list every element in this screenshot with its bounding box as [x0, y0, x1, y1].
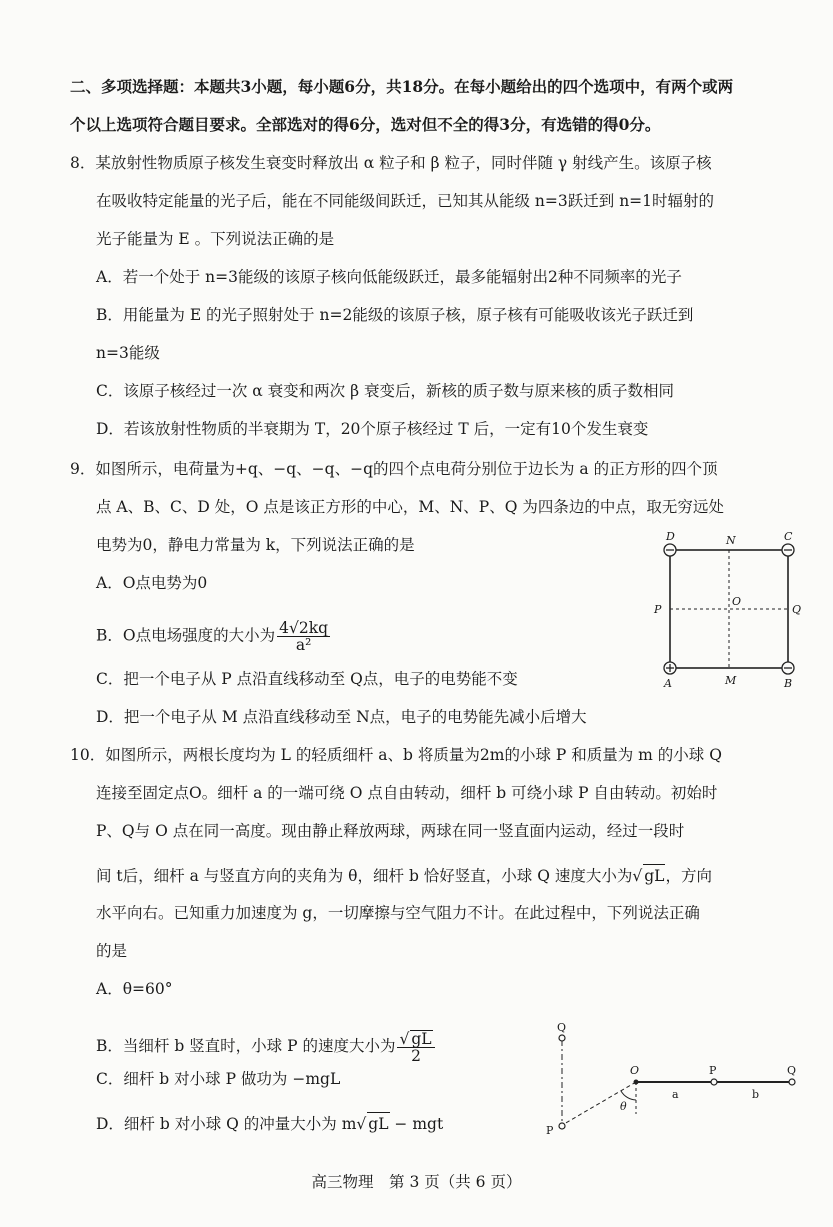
fig9-label-d: D	[666, 530, 675, 543]
q10-stem-line3: P、Q与 O 点在同一高度。现由静止释放两球，两球在同一竖直面内运动，经过一段时	[96, 822, 685, 840]
q8-option-b-line1: B．用能量为 E 的光子照射处于 n=2能级的该原子核，原子核有可能吸收该光子跃迁到	[96, 306, 694, 324]
q9-option-b-prefix: B．O点电场强度的大小为	[96, 626, 276, 645]
q10-option-c: C．细杆 b 对小球 P 做功为 −mgL	[96, 1070, 341, 1088]
q10-option-d: D．细杆 b 对小球 Q 的冲量大小为 m√ gL − mgt	[96, 1112, 443, 1135]
ball-p-icon	[711, 1079, 717, 1085]
q8-option-a: A．若一个处于 n=3能级的该原子核向低能级跃迁，最多能辐射出2种不同频率的光子	[96, 268, 682, 286]
q8-stem-line2: 在吸收特定能量的光子后，能在不同能级间跃迁，已知其从能级 n=3跃迁到 n=1时辐射的	[96, 192, 715, 210]
section-heading-line2: 个以上选项符合题目要求。全部选对的得6分，选对但不全的得3分，有选错的得0分。	[70, 115, 661, 134]
fig9-label-o: O	[732, 595, 742, 608]
q9-option-d: D．把一个电子从 M 点沿直线移动至 N点，电子的电势能先减小后增大	[96, 708, 587, 726]
q9-option-b-numerator: 4√2kq	[279, 619, 329, 637]
q9-option-c: C．把一个电子从 P 点沿直线移动至 Q点，电子的电势能不变	[96, 670, 518, 688]
fig10-label-p-bottom: P	[546, 1124, 554, 1137]
fig10-label-theta: θ	[620, 1100, 627, 1113]
fig10-label-o: O	[630, 1064, 640, 1077]
q8-stem-line3: 光子能量为 E 。下列说法正确的是	[96, 230, 335, 248]
fig9-label-p: P	[654, 603, 662, 616]
q9-stem-line1: 9．如图所示，电荷量为+q、−q、−q、−q的四个点电荷分别位于边长为 a 的正方形的四个顶	[70, 460, 718, 478]
q9-option-b-denominator: a²	[295, 636, 312, 654]
q10-stem-line1: 10．如图所示，两根长度均为 L 的轻质细杆 a、b 将质量为2m的小球 P 和质量为 m 的小球 Q	[70, 746, 722, 764]
fig9-label-q: Q	[792, 603, 802, 616]
q10-stem-line6: 的是	[96, 942, 128, 960]
q9-option-a: A．O点电势为0	[96, 574, 208, 592]
q8-option-d: D．若该放射性物质的半衰期为 T，20个原子核经过 T 后，一定有10个发生衰变	[96, 420, 649, 438]
q10-stem-line5: 水平向右。已知重力加速度为 g，一切摩擦与空气阻力不计。在此过程中，下列说法正确	[96, 904, 700, 922]
q8-option-c: C．该原子核经过一次 α 衰变和两次 β 衰变后，新核的质子数与原来核的质子数相同	[96, 382, 674, 400]
q9-option-b	[96, 620, 330, 653]
q10-option-b-radicand: gL	[411, 1030, 432, 1048]
q10-option-d-expr: gL	[367, 1112, 389, 1135]
q10-option-b	[96, 1030, 435, 1064]
q10-option-a: A．θ=60°	[96, 980, 173, 998]
q10-option-b-prefix: B．当细杆 b 竖直时，小球 P 的速度大小为	[96, 1037, 396, 1055]
q10-stem-line4-prefix: 间 t后，细杆 a 与竖直方向的夹角为 θ，细杆 b 恰好竖直，小球 Q 速度大小为	[96, 867, 633, 885]
q9-square-figure	[640, 530, 820, 695]
fig10-label-q-top: Q	[557, 1021, 567, 1034]
fig10-label-a: a	[672, 1088, 679, 1101]
fig10-label-b: b	[752, 1088, 760, 1101]
section-heading-line1: 二、多项选择题：本题共3小题，每小题6分，共18分。在每小题给出的四个选项中，有两个或两	[70, 77, 734, 96]
q9-stem-line2: 点 A、B、C、D 处，O 点是该正方形的中心，M、N、P、Q 为四条边的中点，取无穷远处	[96, 498, 724, 516]
fig10-label-p-mid: P	[709, 1064, 717, 1077]
ball-q-icon	[789, 1079, 795, 1085]
fig9-label-n: N	[726, 534, 736, 547]
q10-option-b-numerator: √ gL	[397, 1030, 434, 1048]
q10-stem-line2: 连接至固定点O。细杆 a 的一端可绕 O 点自由转动，细杆 b 可绕小球 P 自由转动。初始时	[96, 784, 718, 802]
ball-p-bottom-icon	[559, 1123, 565, 1129]
fig9-label-c: C	[784, 530, 793, 543]
q10-option-b-denominator: 2	[411, 1047, 421, 1065]
q9-stem-line3: 电势为0，静电力常量为 k，下列说法正确的是	[96, 536, 415, 554]
q10-option-b-fraction	[397, 1030, 434, 1064]
fig9-label-m: M	[725, 674, 737, 687]
q10-option-d-prefix: D．细杆 b 对小球 Q 的冲量大小为 m	[96, 1115, 357, 1133]
q8-stem-line1: 8．某放射性物质原子核发生衰变时释放出 α 粒子和 β 粒子，同时伴随 γ 射线产生。该原子核	[70, 154, 712, 172]
q10-stem-line4: 间 t后，细杆 a 与竖直方向的夹角为 θ，细杆 b 恰好竖直，小球 Q 速度大小为√ gL，方向	[96, 864, 712, 887]
ball-q-top-icon	[559, 1035, 565, 1041]
q9-option-b-fraction	[277, 620, 330, 653]
q10-stem-line4-expr: gL	[643, 864, 665, 887]
page-footer: 高三物理 第 3 页（共 6 页）	[311, 1173, 522, 1191]
q10-rod-figure	[540, 1018, 810, 1138]
q10-stem-line4-suffix: ，方向	[665, 867, 712, 885]
fig9-label-b: B	[784, 677, 793, 690]
fig9-label-a: A	[664, 677, 672, 690]
q10-option-d-suffix: − mgt	[389, 1115, 444, 1133]
q8-option-b-line2: n=3能级	[96, 344, 160, 362]
fig10-label-q-right: Q	[787, 1064, 797, 1077]
pivot-o-icon	[634, 1080, 639, 1085]
